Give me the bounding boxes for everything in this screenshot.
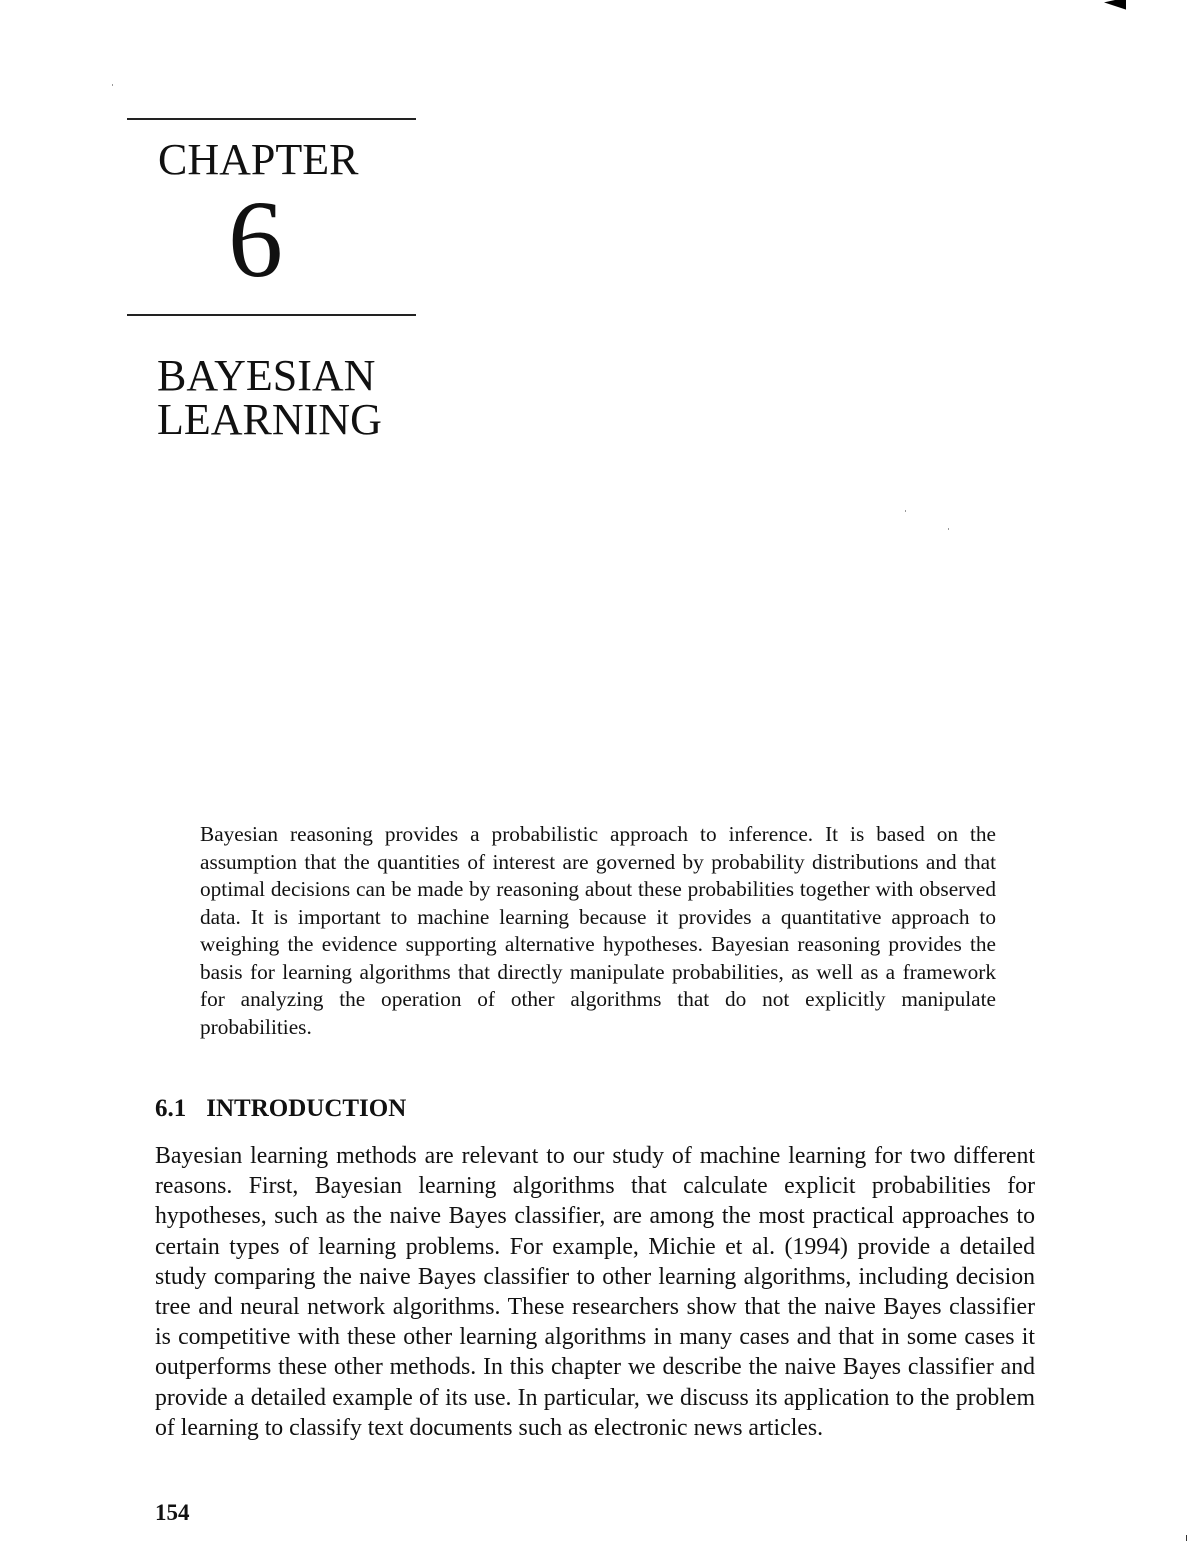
scan-speck [1186, 1535, 1187, 1541]
section-heading [155, 1094, 406, 1124]
page-corner-mark [1104, 0, 1126, 14]
scan-speck [948, 528, 949, 530]
chapter-label: CHAPTER [158, 135, 359, 184]
scan-speck [112, 84, 113, 86]
chapter-number: 6 [228, 178, 283, 300]
section-title: INTRODUCTION [206, 1095, 407, 1122]
scan-speck [905, 510, 906, 512]
chapter-title-line-1: BAYESIAN [157, 351, 376, 400]
chapter-title [157, 351, 382, 444]
section-number: 6.1 [155, 1095, 187, 1122]
chapter-title-line-2: LEARNING [157, 395, 382, 444]
chapter-abstract: Bayesian reasoning provides a probabilistic approach to inference. It is based on the assumption that the quantities of interest are governed by probability distributions and that optimal decisions can be made by reasoning about these probabilities together with observed data. It is important to machine learning because it provides a quantitative approach to weighing the evidence supporting alternative hypotheses. Bayesian reasoning provides the basis for learning algorithms that directly manipulate probabilities, as well as a framework for analyzing the operation of other algorithms that do not explicitly manipulate probabilities. [200, 822, 996, 1039]
chapter-bottom-rule [127, 314, 416, 316]
page-number: 154 [155, 1500, 190, 1525]
section-paragraph: Bayesian learning methods are relevant to our study of machine learning for two different reasons. First, Bayesian learning algorithms that calculate explicit probabilities for hypotheses, such as the naive Bayes classifier, are among the most practical approaches to certain types of learning problems. For example, Michie et al. (1994) provide a detailed study comparing the naive Bayes classifier to other learning algorithms, including decision tree and neural network algorithms. These researchers show that the naive Bayes classifier is competitive with these other learning algorithms in many cases and that in some cases it outperforms these other methods. In this chapter we describe the naive Bayes classifier and provide a detailed example of its use. In particular, we discuss its application to the problem of learning to classify text documents such as electronic news articles. [155, 1143, 1035, 1441]
chapter-top-rule [127, 118, 416, 120]
